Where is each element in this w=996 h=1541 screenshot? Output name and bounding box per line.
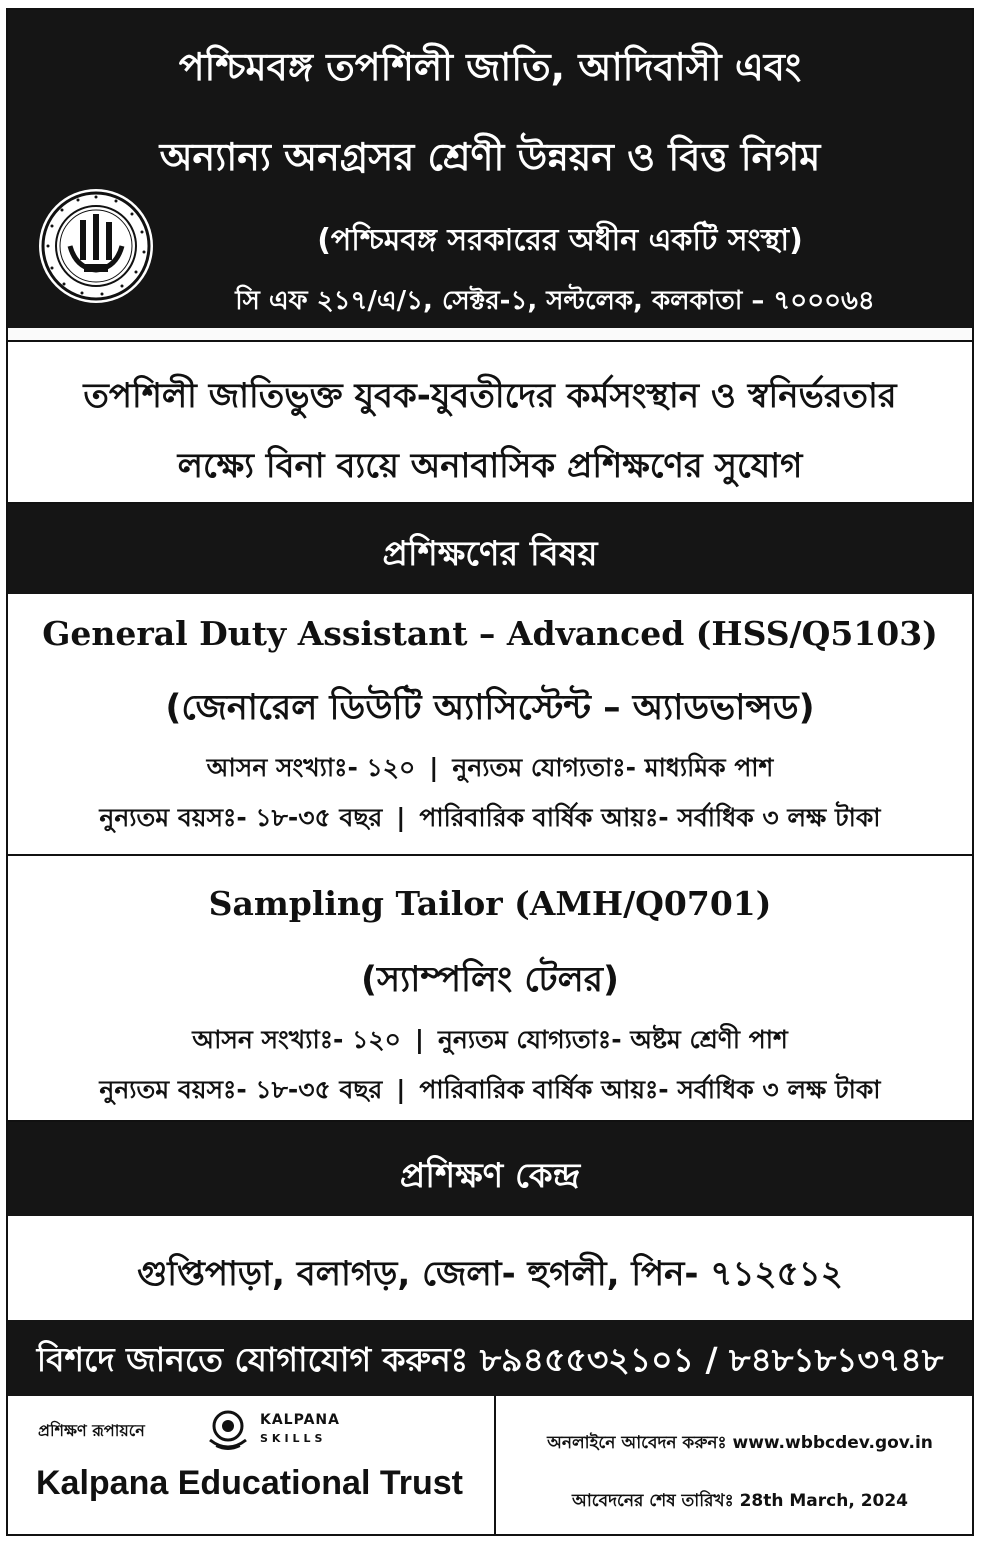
header-banner — [8, 10, 972, 328]
course-age: নুন্যতম বয়সঃ- ১৮-৩৫ বছর — [99, 1075, 383, 1104]
training-center-heading-band — [8, 1122, 972, 1216]
training-center-heading: প্রশিক্ষণ কেন্দ্র — [399, 1156, 581, 1196]
course-name-en: General Duty Assistant – Advanced (HSS/Q5103) — [42, 614, 938, 653]
course-income: পারিবারিক বার্ষিক আয়ঃ- সর্বাধিক ৩ লক্ষ টাকা — [419, 1075, 881, 1104]
course-seats: আসন সংখ্যাঃ- ১২০ — [192, 1025, 401, 1054]
training-topics-heading: প্রশিক্ষণের বিষয় — [382, 534, 598, 574]
partner-label: প্রশিক্ষণ রূপায়নে — [38, 1421, 145, 1440]
course-name-bn: (জেনারেল ডিউটি অ্যাসিস্টেন্ট – অ্যাডভান্সড) — [165, 688, 815, 728]
org-title-line2: অন্যান্য অনগ্রসর শ্রেণী উন্নয়ন ও বিত্ত নিগম — [159, 135, 821, 179]
course-card — [8, 594, 972, 856]
course-seats: আসন সংখ্যাঃ- ১২০ — [206, 753, 416, 782]
training-center-address: গুপ্তিপাড়া, বলাগড়, জেলা- হুগলী, পিন- ৭১২৫১২ — [137, 1254, 843, 1294]
separator: | — [429, 753, 439, 782]
application-info-block — [496, 1396, 972, 1534]
footer — [8, 1396, 972, 1534]
course-details-row2 — [8, 1070, 972, 1113]
org-address: সি এফ ২১৭/এ/১, সেক্টর-১, সল্টলেক, কলকাতা – ৭০০০৬৪ — [235, 286, 875, 316]
partner-brand: KALPANA — [260, 1412, 340, 1428]
course-name-bn: (স্যাম্পলিং টেলর) — [361, 960, 619, 1000]
training-partner-block — [8, 1396, 496, 1534]
course-qualification: নুন্যতম যোগ্যতাঃ- অষ্টম শ্রেণী পাশ — [437, 1025, 788, 1054]
separator: | — [396, 803, 406, 832]
course-age: নুন্যতম বয়সঃ- ১৮-৩৫ বছর — [99, 803, 383, 832]
course-details-row1 — [8, 748, 972, 791]
course-details-row1 — [8, 1020, 972, 1063]
apply-online-link[interactable]: অনলাইনে আবেদন করুনঃ www.wbbcdev.gov.in — [547, 1433, 933, 1453]
kalpana-logo-icon — [204, 1406, 252, 1454]
application-deadline: আবেদনের শেষ তারিখঃ 28th March, 2024 — [571, 1491, 909, 1511]
course-qualification: নুন্যতম যোগ্যতাঃ- মাধ্যমিক পাশ — [452, 753, 774, 782]
course-income: পারিবারিক বার্ষিক আয়ঃ- সর্বাধিক ৩ লক্ষ টাকা — [419, 803, 881, 832]
org-title-line1: পশ্চিমবঙ্গ তপশিলী জাতি, আদিবাসী এবং — [178, 45, 802, 89]
course-name-en: Sampling Tailor (AMH/Q0701) — [208, 884, 772, 923]
training-topics-heading-band — [8, 504, 972, 594]
training-center-address-band — [8, 1216, 972, 1320]
partner-name: Kalpana Educational Trust — [36, 1464, 463, 1502]
org-subtitle: (পশ্চিমবঙ্গ সরকারের অধীন একটি সংস্থা) — [317, 223, 803, 258]
scheme-line1: তপশিলী জাতিভুক্ত যুবক-যুবতীদের কর্মসংস্থান ও স্বনির্ভরতার — [83, 376, 897, 416]
separator: | — [414, 1025, 424, 1054]
course-card — [8, 856, 972, 1122]
scheme-description — [8, 340, 972, 504]
advertisement-page — [6, 8, 974, 1536]
contact-band — [8, 1320, 972, 1396]
partner-brand-sub: SKILLS — [260, 1432, 327, 1445]
scheme-line2: লক্ষ্যে বিনা ব্যয়ে অনাবাসিক প্রশিক্ষণের সুযোগ — [177, 446, 803, 486]
separator: | — [396, 1075, 406, 1104]
contact-numbers: বিশদে জানতে যোগাযোগ করুনঃ ৮৯৪৫৫৩২১০১ / ৮৪৮১৮১৩৭৪৮ — [36, 1340, 944, 1379]
corporation-emblem-icon — [36, 186, 156, 306]
course-details-row2 — [8, 798, 972, 841]
